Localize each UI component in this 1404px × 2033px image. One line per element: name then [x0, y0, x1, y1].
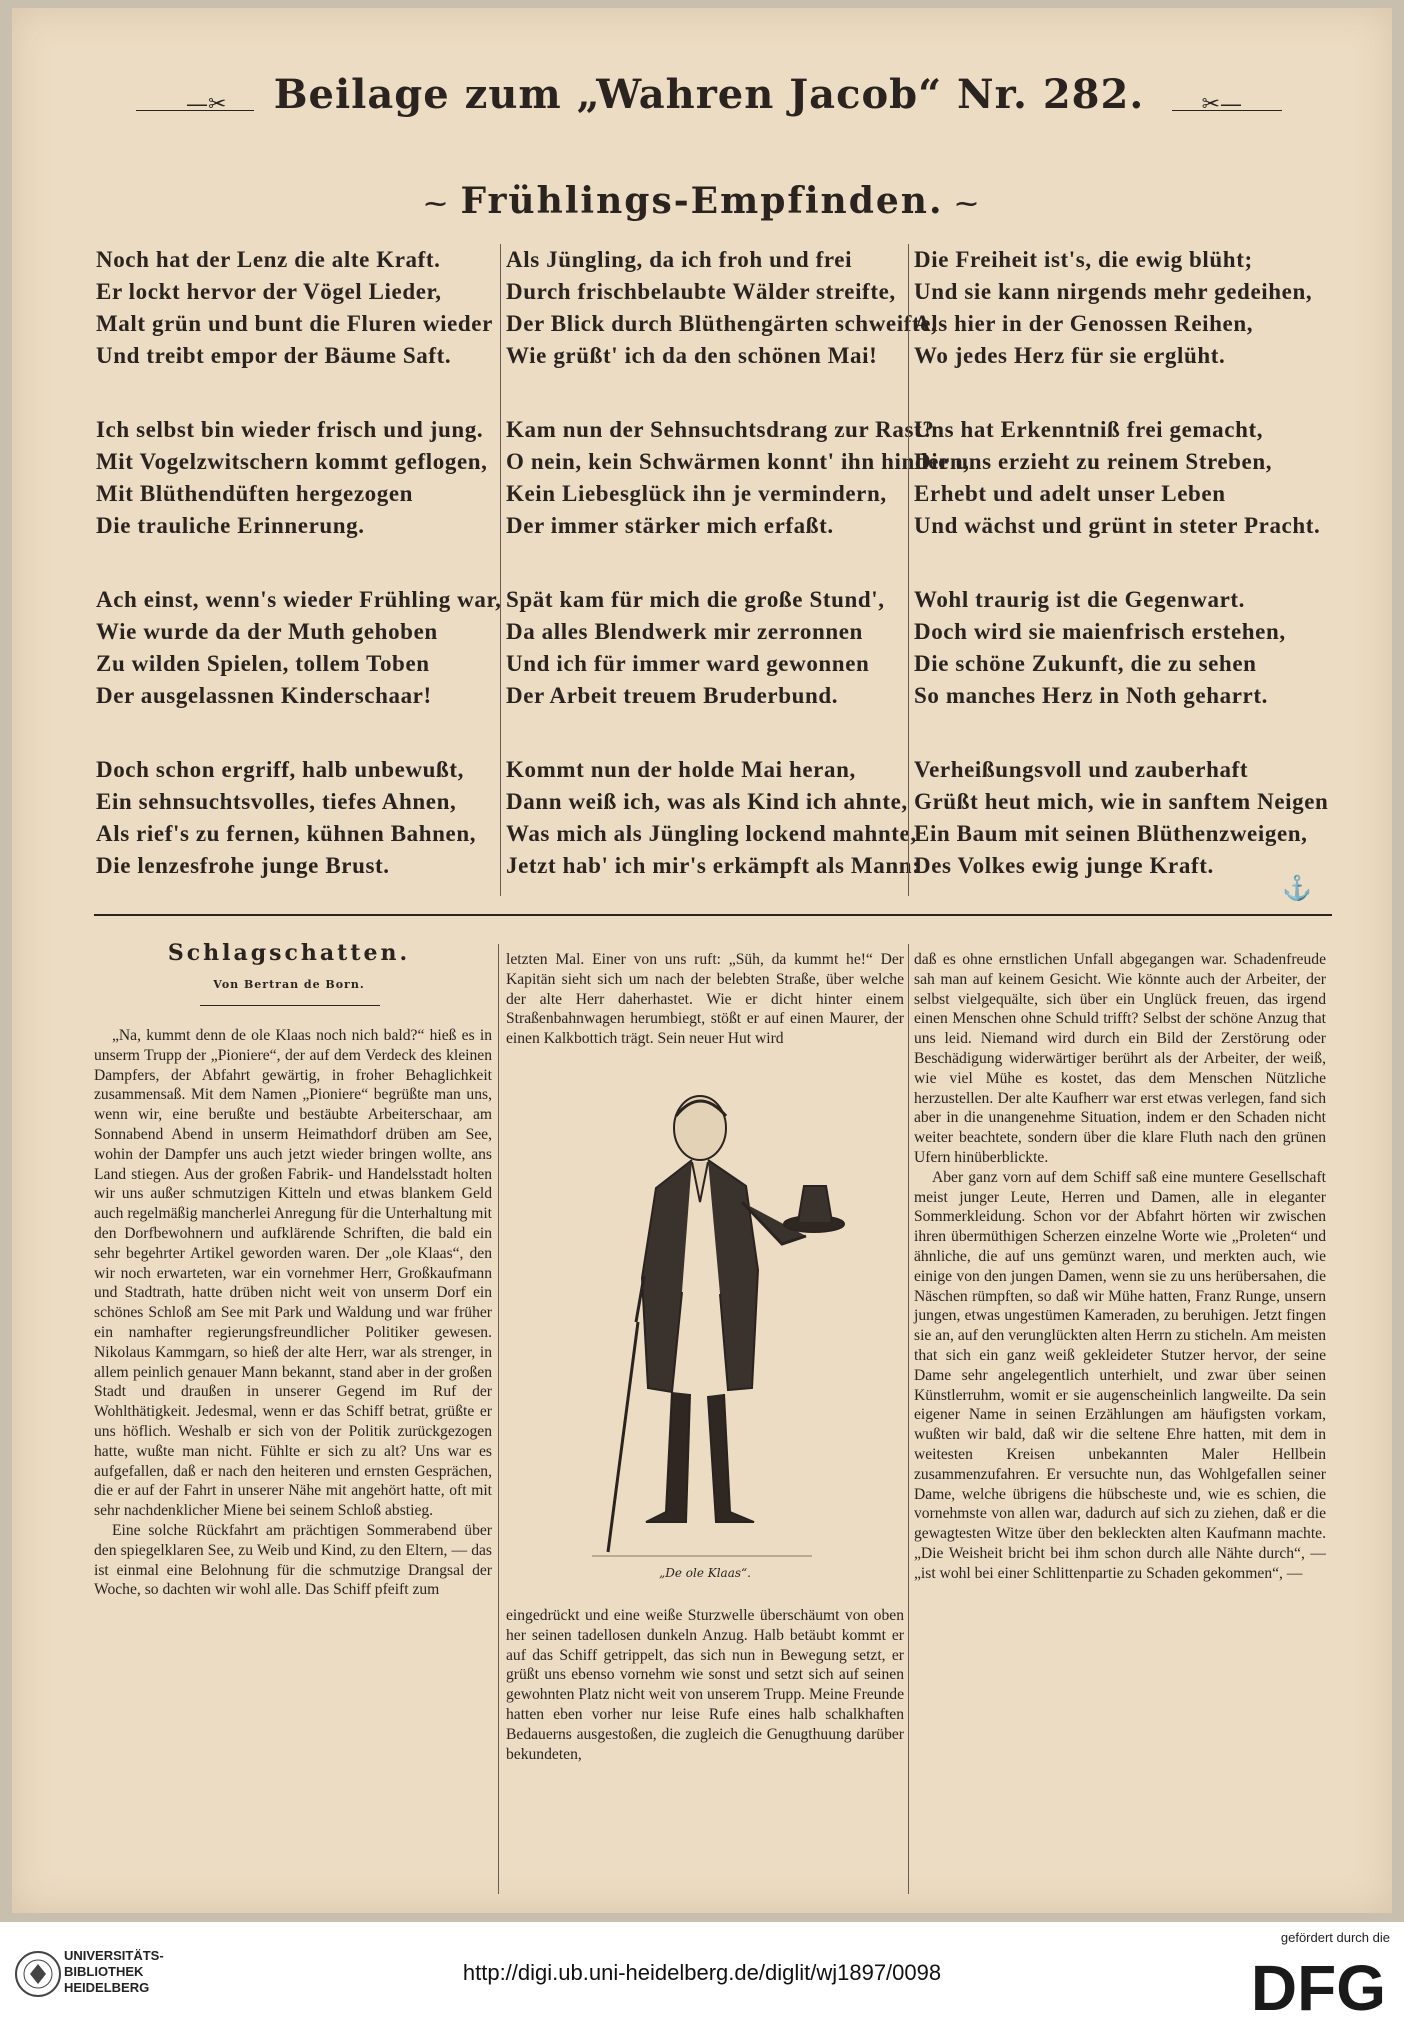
- library-name-1: UNIVERSITÄTS-: [64, 1948, 164, 1963]
- story-column-middle-bottom: [506, 1606, 904, 1764]
- funded-by-label: gefördert durch die: [1280, 1930, 1390, 1945]
- poem-line: Mit Blüthendüften hergezogen: [96, 481, 414, 506]
- header-ornament-right: ✂—: [1201, 92, 1242, 117]
- story-column-right: [914, 950, 1326, 1584]
- poem-line: Und sie kann nirgends mehr gedeihen,: [914, 279, 1313, 304]
- poem-line: Und ich für immer ward gewonnen: [506, 651, 870, 676]
- poem-line: Doch wird sie maienfrisch erstehen,: [914, 619, 1286, 644]
- poem-line: Mit Vogelzwitschern kommt geflogen,: [96, 449, 488, 474]
- poem-stanza: [96, 584, 502, 712]
- illustration-caption: „De ole Klaas“.: [659, 1566, 751, 1580]
- poem-line: Ein Baum mit seinen Blüthenzweigen,: [914, 821, 1308, 846]
- poem-ornament-left: ⁓: [424, 191, 449, 217]
- poem-divider: [908, 244, 909, 896]
- illustration-old-gentleman: [552, 1076, 862, 1562]
- poem-line: Was mich als Jüngling lockend mahnte,: [506, 821, 917, 846]
- poem-line: Der Arbeit treuem Bruderbund.: [506, 683, 839, 708]
- poem-line: Ich selbst bin wieder frisch und jung.: [96, 417, 484, 442]
- poem-title-text: Frühlings-Empfinden.: [460, 180, 944, 222]
- section-divider: [94, 914, 1332, 916]
- dfg-logo-text: DFG: [1250, 1952, 1386, 2020]
- poem-line: Dann weiß ich, was als Kind ich ahnte,: [506, 789, 908, 814]
- poem-line: Die uns erzieht zu reinem Streben,: [914, 449, 1273, 474]
- poem-line: Grüßt heut mich, wie in sanftem Neigen: [914, 789, 1329, 814]
- poem-divider: [500, 244, 501, 896]
- poem-stanza: [914, 584, 1324, 712]
- poem-line: Die Freiheit ist's, die ewig blüht;: [914, 247, 1253, 272]
- column-divider: [908, 944, 909, 1894]
- poem-line: Erhebt und adelt unser Leben: [914, 481, 1226, 506]
- story-column-left: [94, 1026, 492, 1600]
- poem-line: Zu wilden Spielen, tollem Toben: [96, 651, 430, 676]
- poem-line: Wo jedes Herz für sie erglüht.: [914, 343, 1226, 368]
- header-rule-right: [1172, 110, 1282, 111]
- poem-line: Die schöne Zukunft, die zu sehen: [914, 651, 1257, 676]
- column-divider: [498, 944, 499, 1894]
- poem-line: Noch hat der Lenz die alte Kraft.: [96, 247, 441, 272]
- library-name-3: HEIDELBERG: [64, 1980, 150, 1995]
- poem-line: Wohl traurig ist die Gegenwart.: [914, 587, 1245, 612]
- paragraph: „Na, kummt denn de ole Klaas noch nich bald?“ hieß es in unserm Trupp der „Pioniere“, der auf dem Verdeck des kleinen Dampfers, der Abfahrt gewärtig, in froher Behaglichkeit zusammensaß. Mit dem Namen „Pioniere“ begrüßte man uns, wenn wir, eine berußte und bestäubte Arbeiterschaar, am Sonnabend Abend in unserm Heimathdorf drüben am See, wohin der Dampfer uns auch jetzt wieder bringen wollte, ans Land stiegen. Aus der großen Fabrik- und Handelsstadt holten wir uns außer schmutzigen Kitteln und etwas blankem Geld auch regelmäßig mancherlei Anregung für die Unterhaltung mit den Dorfbewohnern und aufklärende Schriften, die bald ein sehr begehrter Artikel geworden waren. Der „ole Klaas“, den wir noch erwarteten, war ein vornehmer Herr, Großkaufmann und Stadtrath, hatte drüben nicht weit von unserm Dorf ein schönes Schloß am See mit Park und Waldung und war früher ein namhafter regierungsfreundlicher Politiker gewesen. Nikolaus Kammgarn, so hieß der alte Herr, war als strenger, in allem peinlich genauer Mann bekannt, stand aber in der großen Stadt und draußen in unserer Gegend im Ruf der Wohlthätigkeit. Jedesmal, wenn er das Schiff betrat, grüßte er uns höflich. Weshalb er sich von der Politik zurückgezogen hatte, wußte man nicht. Fühlte er sich zu alt? Uns war es aufgefallen, daß er nach den heiteren und ernsten Gesprächen, die er auf der Fahrt in unserer Nähe mit angehört hatte, oft mit sehr nachdenklicher Miene bei seinem Schloß abstieg.: [94, 1027, 492, 1520]
- library-name-2: BIBLIOTHEK: [64, 1964, 144, 1979]
- poem-line: Ein sehnsuchtsvolles, tiefes Ahnen,: [96, 789, 457, 814]
- poem-line: Doch schon ergriff, halb unbewußt,: [96, 757, 464, 782]
- story-title: Schlagschatten.: [167, 940, 411, 966]
- poem-line: Kein Liebesglück ihn je vermindern,: [506, 481, 887, 506]
- poem-body: [96, 244, 1329, 896]
- poem-stanza: [96, 754, 492, 882]
- paragraph: daß es ohne ernstlichen Unfall abgegangen war. Schadenfreude sah man auf keinem Gesicht. Wie könnte auch der Arbeiter, der selbst vielgequälte, sich über ein Unglück freuen, das irgend einen Menschen ohne Schuld trifft? Selbst der schöne Anzug that uns leid. Niemand wird durch ein Bild der Zerstörung oder Beschädigung widerwärtiger berührt als der Arbeiter, der weiß, wie viel Mühe es kostet, das dem Menschen Nützliche herzustellen. Der alte Kaufherr war erst etwas verlegen, fand sich aber in die unangenehme Situation, indem er den Schaden nicht weiter beachtete, sondern über die klare Fluth nach den grünen Ufern hinüberblickte.: [914, 951, 1326, 1166]
- paragraph: Aber ganz vorn auf dem Schiff saß eine muntere Gesellschaft meist junger Leute, Herren und Damen, alle in eleganter Sommerkleidung. Schon vor der Abfahrt hörten wir zwischen ihren übermüthigen Scherzen einzelne Worte wie „Proleten“ und ähnliche, die auf uns gemünzt waren, und merkten auch, wie einige von den jungen Damen, wenn sie zu uns herübersahen, die Näschen rümpften, so daß wir Mühe hatten, Franz Runge, unsern jungen, etwas ungestümen Kameraden, zu beruhigen. Jetzt fingen sie an, auf den verunglückten alten Herrn zu sticheln. Am meisten that sich ein ganz weiß gekleideter Stutzer hervor, der seine Dame sehr angelegentlich unterhielt, und zwar über seinen Künstlerruhm, womit er sie augenscheinlich langweilte. Da sein eigener Name in seinen Erzählungen am häufigsten vorkam, wußten wir bald, daß wir die seltene Ehre hatten, mit dem in weitesten Kreisen unbekannten Maler Hellbein zusammenzufahren. Er versuchte nun, das Wohlgefallen seiner Dame, welche übrigens die hübscheste und, wie es schien, die vornehmste von allen war, dadurch auf sich zu ziehen, daß er die gewagtesten Witze über den bekleckten alten Kaufmann machte. „Die Weisheit bricht bei ihm schon durch alle Nähte durch“, — „ist wohl bei einer Schlittenpartie zu Schaden gekommen“, —: [914, 1168, 1326, 1582]
- poem-column-2: [506, 244, 970, 896]
- poem-line: Und wächst und grünt in steter Pracht.: [914, 513, 1321, 538]
- supplement-header: [0, 70, 1404, 120]
- dfg-logo: [1190, 1948, 1390, 2020]
- poem-stanza: [506, 244, 938, 372]
- paragraph: letzten Mal. Einer von uns ruft: „Süh, da kummt he!“ Der Kapitän sieht sich um nach der belebten Straße, über welche der alte Herr daherhastet. Wie er dicht hinter einem Straßenbahnwagen herumbiegt, stößt er auf einen Maurer, der einen Kalkbottich trägt. Sein neuer Hut wird: [506, 951, 904, 1048]
- paragraph: eingedrückt und eine weiße Sturzwelle überschäumt von oben her seinen tadellosen dunkeln Anzug. Halb betäubt kommt er auf das Schiff getrippelt, das sich nun in Bewegung setzt, er grüßt uns ebenso vornehm wie sonst und setzt sich auf seinen gewohnten Platz nicht weit von unserem Trupp. Meine Freunde hatten eben vorher nur leise Rufe eines halb schalkhaften Bedauerns ausgestoßen, die zugleich die Genugthuung darüber bekundeten,: [506, 1607, 904, 1763]
- permalink-url[interactable]: http://digi.ub.uni-heidelberg.de/diglit/wj1897/0098: [462, 1960, 942, 1985]
- poem-ornament-right: ⁓: [955, 191, 980, 217]
- poem-stanza: [506, 414, 970, 542]
- poem-column-1: [96, 244, 502, 896]
- poem-line: Die trauliche Erinnerung.: [96, 513, 365, 538]
- poem-line: Da alles Blendwerk mir zerronnen: [506, 619, 863, 644]
- poem-stanza: [506, 584, 902, 712]
- poem-line: Die lenzesfrohe junge Brust.: [96, 853, 390, 878]
- poem-line: Verheißungsvoll und zauberhaft: [914, 757, 1249, 782]
- poem-line: Spät kam für mich die große Stund',: [506, 587, 885, 612]
- poem-line: Als hier in der Genossen Reihen,: [914, 311, 1254, 336]
- paragraph: Eine solche Rückfahrt am prächtigen Sommerabend über den spiegelklaren See, zu Weib und Kind, zu den Eltern, — das ist einmal eine Belohnung für die schmutzige Drangsal der Woche, so dachten wir wohl alle. Das Schiff pfeift zum: [94, 1521, 492, 1599]
- poem-line: Durch frischbelaubte Wälder streifte,: [506, 279, 896, 304]
- poem-column-3: [914, 244, 1329, 896]
- poem-line: Wie grüßt' ich da den schönen Mai!: [506, 343, 878, 368]
- anchor-icon: ⚓: [1282, 874, 1312, 902]
- poem-line: O nein, kein Schwärmen konnt' ihn hindern,: [506, 449, 970, 474]
- poem-title: [0, 180, 1404, 222]
- poem-line: Kommt nun der holde Mai heran,: [506, 757, 856, 782]
- poem-line: Ach einst, wenn's wieder Frühling war,: [96, 587, 502, 612]
- poem-line: Uns hat Erkenntniß frei gemacht,: [914, 417, 1264, 442]
- poem-line: Der immer stärker mich erfaßt.: [506, 513, 834, 538]
- poem-line: Als rief's zu fernen, kühnen Bahnen,: [96, 821, 477, 846]
- poem-stanza: [914, 754, 1329, 882]
- poem-line: Und treibt empor der Bäume Saft.: [96, 343, 452, 368]
- supplement-title: Beilage zum „Wahren Jacob“ Nr. 282.: [273, 71, 1145, 118]
- poem-line: Kam nun der Sehnsuchtsdrang zur Rast?: [506, 417, 935, 442]
- poem-line: Jetzt hab' ich mir's erkämpft als Mann:: [506, 853, 921, 878]
- title-rule: [200, 1005, 380, 1006]
- poem-line: Er lockt hervor der Vögel Lieder,: [96, 279, 442, 304]
- poem-line: Malt grün und bunt die Fluren wieder: [96, 311, 493, 336]
- poem-stanza: [914, 414, 1324, 542]
- poem-line: Der ausgelassnen Kinderschaar!: [96, 683, 432, 708]
- poem-stanza: [506, 754, 921, 882]
- poem-line: Der Blick durch Blüthengärten schweifte,: [506, 311, 938, 336]
- poem-stanza: [96, 414, 492, 542]
- story-column-middle-top: [506, 950, 904, 1049]
- poem-line: Als Jüngling, da ich froh und frei: [506, 247, 853, 272]
- poem-line: So manches Herz in Noth geharrt.: [914, 683, 1268, 708]
- poem-stanza: [96, 244, 492, 372]
- story-author: Von Bertran de Born.: [213, 978, 365, 991]
- poem-line: Des Volkes ewig junge Kraft.: [914, 853, 1214, 878]
- poem-stanza: [914, 244, 1324, 372]
- poem-line: Wie wurde da der Muth gehoben: [96, 619, 438, 644]
- header-ornament-left: —✂: [186, 92, 227, 117]
